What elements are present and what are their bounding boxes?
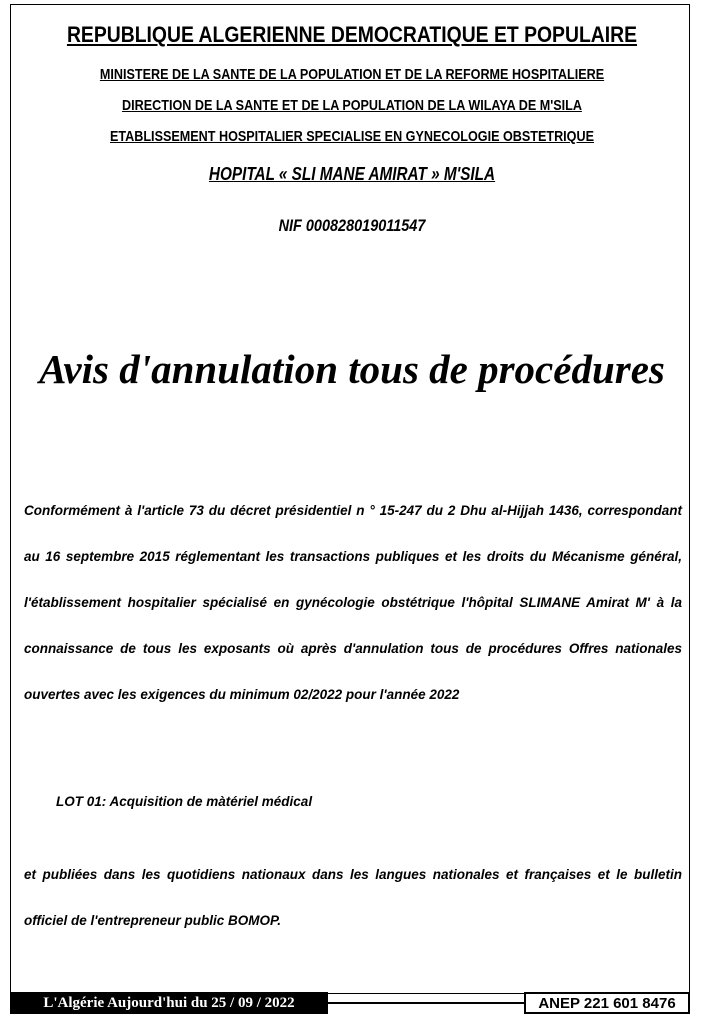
header-republic: REPUBLIQUE ALGERIENNE DEMOCRATIQUE ET POPULAIRE [66, 22, 638, 47]
notice-title: Avis d'annulation tous de procédures [39, 346, 665, 392]
header-hospital: HOPITAL « SLI MANE AMIRAT » M'SILA [208, 164, 496, 184]
header-establishment: ETABLISSEMENT HOSPITALIER SPECIALISE EN GYNECOLOGIE OBSTETRIQUE [110, 128, 594, 145]
body-paragraph: Conformément à l'article 73 du décret présidentiel n ° 15-247 du 2 Dhu al-Hijjah 1436, correspondant au 16 septembre 2015 réglementant les transactions publiques et les droits du Mécanisme général, l'établissement hospitalier spécialisé en gynécologie obstétrique l'hôpital SLIMANE Amirat M' à la connaissance de tous les exposants où après d'annulation tous de procédures Offres nationales ouvertes avec les exigences du minimum 02/2022 pour l'année 2022 [24, 503, 682, 702]
footer-divider [328, 1002, 524, 1004]
nif-number: NIF 000828019011547 [278, 216, 426, 235]
header-ministry: MINISTERE DE LA SANTE DE LA POPULATION ET DE LA REFORME HOSPITALIERE [99, 66, 605, 83]
anep-reference: ANEP 221 601 8476 [524, 992, 690, 1014]
header-direction: DIRECTION DE LA SANTE ET DE LA POPULATION DE LA WILAYA DE M'SILA [122, 97, 582, 114]
body-paragraph-closing: et publiées dans les quotidiens nationaux dans les langues nationales et françaises et le bulletin officiel de l'entrepreneur public BOMOP. [24, 867, 682, 928]
publication-banner: L'Algérie Aujourd'hui du 25 / 09 / 2022 [10, 992, 328, 1014]
lot-line: LOT 01: Acquisition de màtériel médical [56, 794, 313, 809]
